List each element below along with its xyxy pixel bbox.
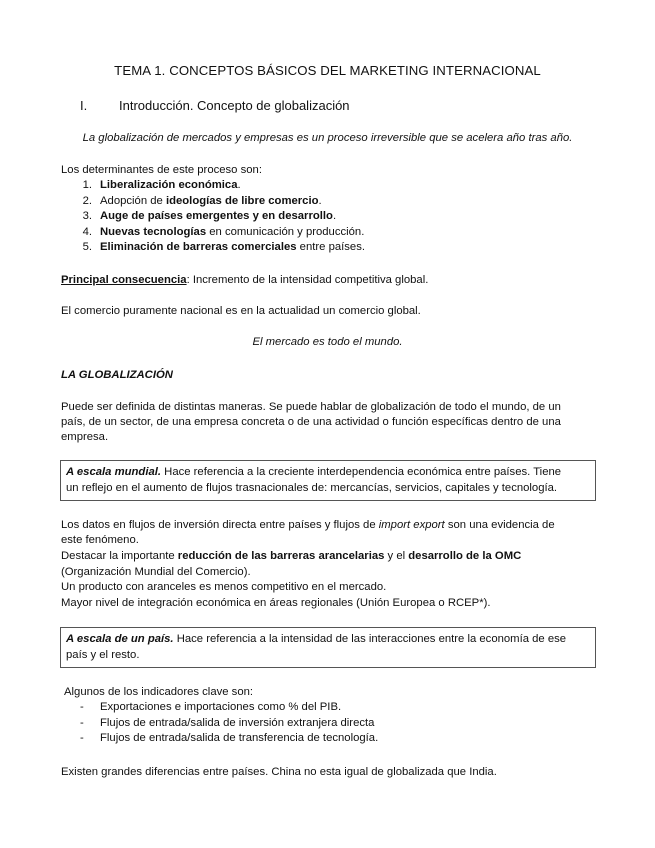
country-scale-text1: Hace referencia a la intensidad de las interacciones entre la economía de ese <box>173 633 567 645</box>
world-scale-line1 <box>66 465 561 480</box>
country-scale-line1 <box>66 632 566 647</box>
intro-quote: La globalización de mercados y empresas es un proceso irreversible que se acelera año tras año. <box>82 132 573 144</box>
flows-line2: este fenómeno. <box>61 534 139 546</box>
flows-line3-bold1: reducción de las barreras arancelarias <box>177 550 385 562</box>
list-item-number: 5. <box>82 241 92 253</box>
list-item-bold: ideologías de libre comercio <box>165 195 319 207</box>
list-item-post: entre países. <box>296 241 365 253</box>
flows-line1-italic: import export <box>378 519 445 531</box>
consequence-text: : Incremento de la intensidad competitiva global. <box>186 274 429 286</box>
market-quote: El mercado es todo el mundo. <box>252 336 403 348</box>
world-scale-box <box>60 460 596 501</box>
commerce-line: El comercio puramente nacional es en la actualidad un comercio global. <box>61 305 421 317</box>
list-item-number: 2. <box>82 195 92 207</box>
determinants-intro: Los determinantes de este proceso son: <box>61 164 262 176</box>
definition-line: empresa. <box>61 431 109 443</box>
flows-line6: Mayor nivel de integración económica en áreas regionales (Unión Europea o RCEP*). <box>61 597 491 609</box>
section-number: I. <box>80 98 88 113</box>
list-item-number: 1. <box>82 179 92 191</box>
country-scale-label: A escala de un país. <box>66 633 174 645</box>
list-item-post: . <box>332 210 337 222</box>
indicator-text: Flujos de entrada/salida de transferencia de tecnología. <box>100 732 379 744</box>
definition-line: Puede ser definida de distintas maneras. Se puede hablar de globalización de todo el mundo, de un <box>61 401 561 413</box>
indicators-intro: Algunos de los indicadores clave son: <box>64 686 254 698</box>
closing-line: Existen grandes diferencias entre países. China no esta igual de globalizada que India. <box>61 766 497 778</box>
globalization-heading: LA GLOBALIZACIÓN <box>61 369 173 381</box>
indicator-text: Flujos de entrada/salida de inversión extranjera directa <box>100 717 375 729</box>
list-item-post: en comunicación y producción. <box>206 226 365 238</box>
indicator-text: Exportaciones e importaciones como % del PIB. <box>100 701 342 713</box>
list-item-bold: Liberalización económica <box>100 179 238 191</box>
flows-line1-post: son una evidencia de <box>444 519 555 531</box>
definition-line: país, de un sector, de una empresa concreta o de una actividad o función específicas dentro de una <box>61 416 561 428</box>
list-item-pre: Adopción de <box>100 195 166 207</box>
list-item-number: 3. <box>82 210 92 222</box>
list-item-bold: Nuevas tecnologías <box>100 226 207 238</box>
flows-line1-pre: Los datos en flujos de inversión directa entre países y flujos de <box>61 519 379 531</box>
flows-line4: (Organización Mundial del Comercio). <box>61 566 251 578</box>
bullet-dash: - <box>80 717 84 729</box>
list-item-number: 4. <box>82 226 92 238</box>
country-scale-box <box>60 627 596 668</box>
world-scale-text1: Hace referencia a la creciente interdependencia económica entre países. Tiene <box>161 466 562 478</box>
flows-line1 <box>61 518 555 533</box>
section-heading: Introducción. Concepto de globalización <box>119 98 350 113</box>
world-scale-line2: un reflejo en el aumento de flujos trasnacionales de: mercancías, servicios, capitales y tecnología. <box>66 482 558 494</box>
page-title: TEMA 1. CONCEPTOS BÁSICOS DEL MARKETING INTERNACIONAL <box>114 63 541 78</box>
bullet-dash: - <box>80 701 84 713</box>
country-scale-line2: país y el resto. <box>66 649 140 661</box>
list-item-post: . <box>318 195 322 207</box>
consequence-line <box>61 273 428 288</box>
bullet-dash: - <box>80 732 84 744</box>
flows-line3-mid: y el <box>384 550 409 562</box>
consequence-label: Principal consecuencia <box>61 274 187 286</box>
world-scale-label: A escala mundial. <box>66 466 162 478</box>
flows-line3 <box>61 549 521 564</box>
flows-line3-pre: Destacar la importante <box>61 550 178 562</box>
flows-line3-bold2: desarrollo de la OMC <box>408 550 522 562</box>
list-item-bold: Eliminación de barreras comerciales <box>100 241 297 253</box>
flows-line5: Un producto con aranceles es menos competitivo en el mercado. <box>61 581 387 593</box>
list-item-post: . <box>237 179 241 191</box>
list-item-bold: Auge de países emergentes y en desarrollo <box>100 210 333 222</box>
